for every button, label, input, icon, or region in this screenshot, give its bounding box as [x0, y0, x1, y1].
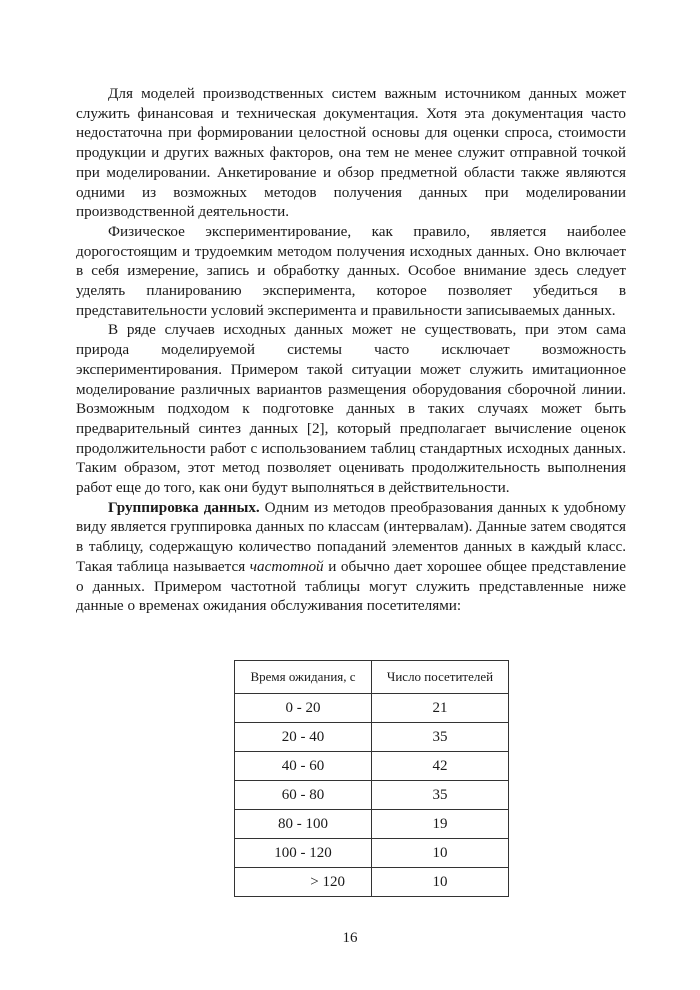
section-heading: Группировка данных. [108, 498, 260, 516]
table-cell-count: 35 [372, 723, 509, 752]
paragraph-text: В ряде случаев исходных данных может не существовать, при этом сама природа моделируемой системы часто исключает возможность экспериментирования. Примером такой ситуации может служить имитационное моделирование различных вариантов размещения оборудования сборочной линии. Возможным подходом к подготовке данных в таких случаях может быть предварительный синтез данных [2], который предполагает вычисление оценок продолжительности работ с использованием таблиц стандартных исходных данных. Таким образом, этот метод позволяет оценивать продолжительность выполнения работ еще до того, как они будут выполняться в действительности. [76, 321, 626, 497]
table-cell-count: 19 [372, 810, 509, 839]
table-header-row [235, 661, 509, 694]
paragraph [76, 320, 626, 497]
page-number: 16 [342, 930, 358, 946]
table-row [235, 839, 509, 868]
table-cell-interval: > 120 [235, 868, 372, 897]
frequency-table [234, 660, 509, 897]
emphasized-term: частотной [249, 557, 324, 575]
table-cell-interval: 100 - 120 [235, 839, 372, 868]
table-cell-count: 21 [372, 694, 509, 723]
table-row [235, 868, 509, 897]
paragraph-text: и обычно дает хорошее общее представление о данных. Примером частотной таблицы могут служить представленные ниже данные о временах ожидания обслуживания посетителями: [76, 557, 626, 615]
paragraph [76, 84, 626, 222]
table-header-cell: Время ожидания, с [235, 661, 372, 694]
table-header-cell: Число посетителей [372, 661, 509, 694]
table-cell-interval: 20 - 40 [235, 723, 372, 752]
paragraph-text: Физическое экспериментирование, как правило, является наиболее дорогостоящим и трудоемким методом получения исходных данных. Оно включает в себя измерение, запись и обработку данных. Особое внимание здесь следует уделять планированию эксперимента, которое позволяет убедиться в представительности условий эксперимента и правильности записываемых данных. [76, 222, 626, 319]
table-cell-interval: 80 - 100 [235, 810, 372, 839]
table-cell-interval: 60 - 80 [235, 781, 372, 810]
table-row [235, 752, 509, 781]
table-row [235, 781, 509, 810]
frequency-table-wrapper [234, 660, 509, 897]
paragraph-text: Одним из методов преобразования данных к удобному виду является группировка данных по классам (интервалам). Данные затем сводятся в таблицу, содержащую количество попаданий элементов данных в каждый класс. Такая таблица называется [76, 498, 626, 575]
paragraph [76, 222, 626, 321]
table-cell-count: 10 [372, 868, 509, 897]
table-row [235, 723, 509, 752]
table-cell-interval: 0 - 20 [235, 694, 372, 723]
paragraph-text: Для моделей производственных систем важным источником данных может служить финансовая и техническая документация. Хотя эта документация часто недостаточна при формировании целостной основы для оценки спроса, стоимости продукции и других важных факторов, она тем не менее служит отправной точкой при моделировании. Анкетирование и обзор предметной области также являются одними из возможных методов получения данных при моделировании производственной деятельности. [76, 85, 626, 221]
table-cell-count: 35 [372, 781, 509, 810]
table-cell-count: 42 [372, 752, 509, 781]
table-cell-interval: 40 - 60 [235, 752, 372, 781]
table-row [235, 694, 509, 723]
table-cell-count: 10 [372, 839, 509, 868]
table-row [235, 810, 509, 839]
paragraph [76, 498, 626, 616]
page-body [76, 84, 626, 616]
